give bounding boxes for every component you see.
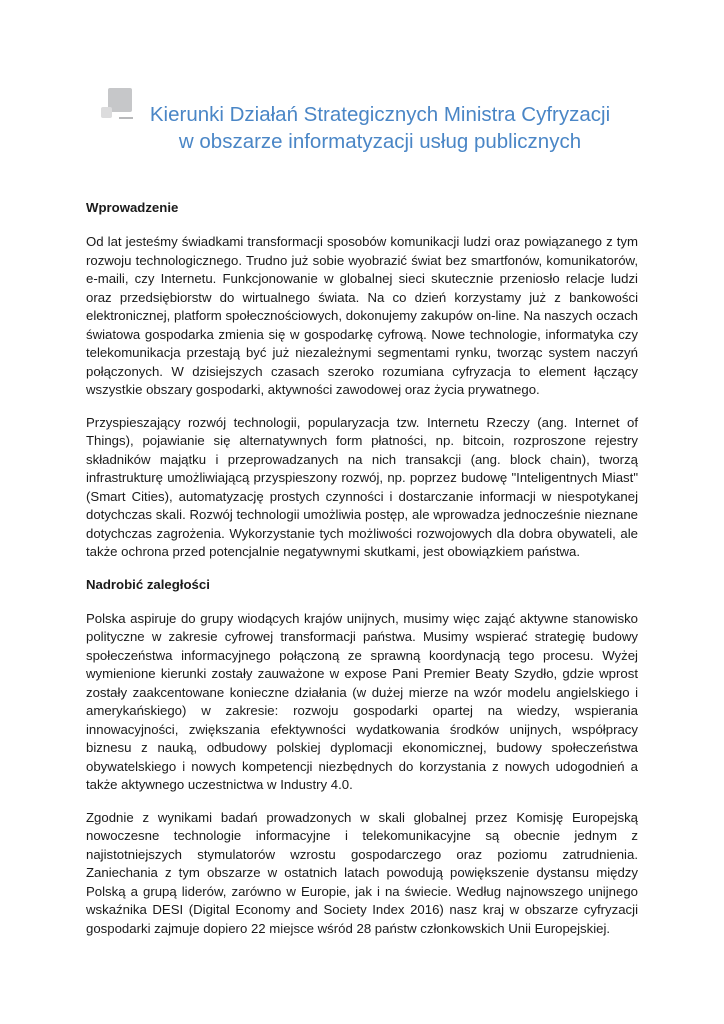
paragraph: Zgodnie z wynikami badań prowadzonych w skali globalnej przez Komisję Europejską nowoczesne technologie informacyjne i telekomunikacyjne są obecnie jednym z najistotniejszych stymulatorów wzrostu gospodarczego oraz poziomu zatrudnienia. Zaniechania z tym obszarze w ostatnich latach powodują powiększenie dystansu między Polską a grupą liderów, zarówno w Europie, jak i na świecie. Według najnowszego unijnego wskaźnika DESI (Digital Economy and Society Index 2016) nasz kraj w obszarze cyfryzacji gospodarki zajmuje dopiero 22 miejsce wśród 28 państw członkowskich Unii Europejskiej. bbox=[86, 809, 638, 936]
document-title bbox=[100, 101, 660, 155]
section-heading-wprowadzenie: Wprowadzenie bbox=[86, 200, 179, 215]
document-title-line-2: w obszarze informatyzacji usług publicznych bbox=[178, 130, 582, 153]
document-body bbox=[86, 199, 638, 952]
section-heading-nadrobic-zaleglosci: Nadrobić zaległości bbox=[86, 576, 210, 592]
paragraph: Przyspieszający rozwój technologii, popularyzacja tzw. Internetu Rzeczy (ang. Internet of Things), pojawianie się alternatywnych form płatności, np. bitcoin, rozproszone rejestry składników majątku i przeprowadzanych na nich transakcji (ang. block chain), tworzą infrastrukturę umożliwiającą przyspieszony rozwój, np. poprzez budowę "Inteligentnych Miast" (Smart Cities), automatyzację prostych czynności i dostarczanie informacji w niespotykanej dotychczas skali. Rozwój technologii umożliwia postęp, ale wprowadza jednocześnie nieznane dotychczas zagrożenia. Wykorzystanie tych możliwości rozwojowych dla dobra obywateli, ale także ochrona przed potencjalnie negatywnymi skutkami, jest obowiązkiem państwa. bbox=[86, 414, 638, 559]
paragraph: Od lat jesteśmy świadkami transformacji sposobów komunikacji ludzi oraz powiązanego z tym rozwoju technologicznego. Trudno już sobie wyobrazić świat bez smartfonów, komunikatorów, e-maili, czy Internetu. Funkcjonowanie w globalnej sieci skutecznie przeniosło relacje ludzi oraz przedsiębiorstw do wirtualnego świata. Na co dzień korzystamy już z bankowości elektronicznej, platform społecznościowych, dokonujemy zakupów on-line. Na naszych oczach światowa gospodarka zmienia się w gospodarkę cyfrową. Nowe technologie, informatyka czy telekomunikacja przestają być już niezależnymi segmentami rynku, tworząc system naczyń połączonych. W dzisiejszych czasach szeroko rozumiana cyfryzacja to element łączący wszystkie obszary gospodarki, aktywności zawodowej oraz życia prywatnego. bbox=[86, 234, 638, 397]
paragraph: Polska aspiruje do grupy wiodących krajów unijnych, musimy więc zająć aktywne stanowisko polityczne w zakresie cyfrowej transformacji państwa. Musimy wspierać strategię budowy społeczeństwa informacyjnego połączoną ze sprawną koordynacją tego procesu. Wyżej wymienione kierunki zostały zauważone w expose Pani Premier Beaty Szydło, gdzie wprost zostały zaakcentowane konieczne działania (w dużej mierze na wzór modelu angielskiego i amerykańskiego) w zakresie: rozwoju gospodarki opartej na wiedzy, wspierania innowacyjności, zwiększania efektywności wydatkowania środków unijnych, współpracy biznesu z nauką, odbudowy polskiej dyplomacji ekonomicznej, budowy społeczeństwa obywatelskiego i nowych kompetencji niezbędnych do korzystania z nowych udogodnień a także aktywnego uczestnictwa w Industry 4.0. bbox=[86, 610, 638, 792]
document-title-line-1: Kierunki Działań Strategicznych Ministra Cyfryzacji bbox=[149, 103, 611, 126]
